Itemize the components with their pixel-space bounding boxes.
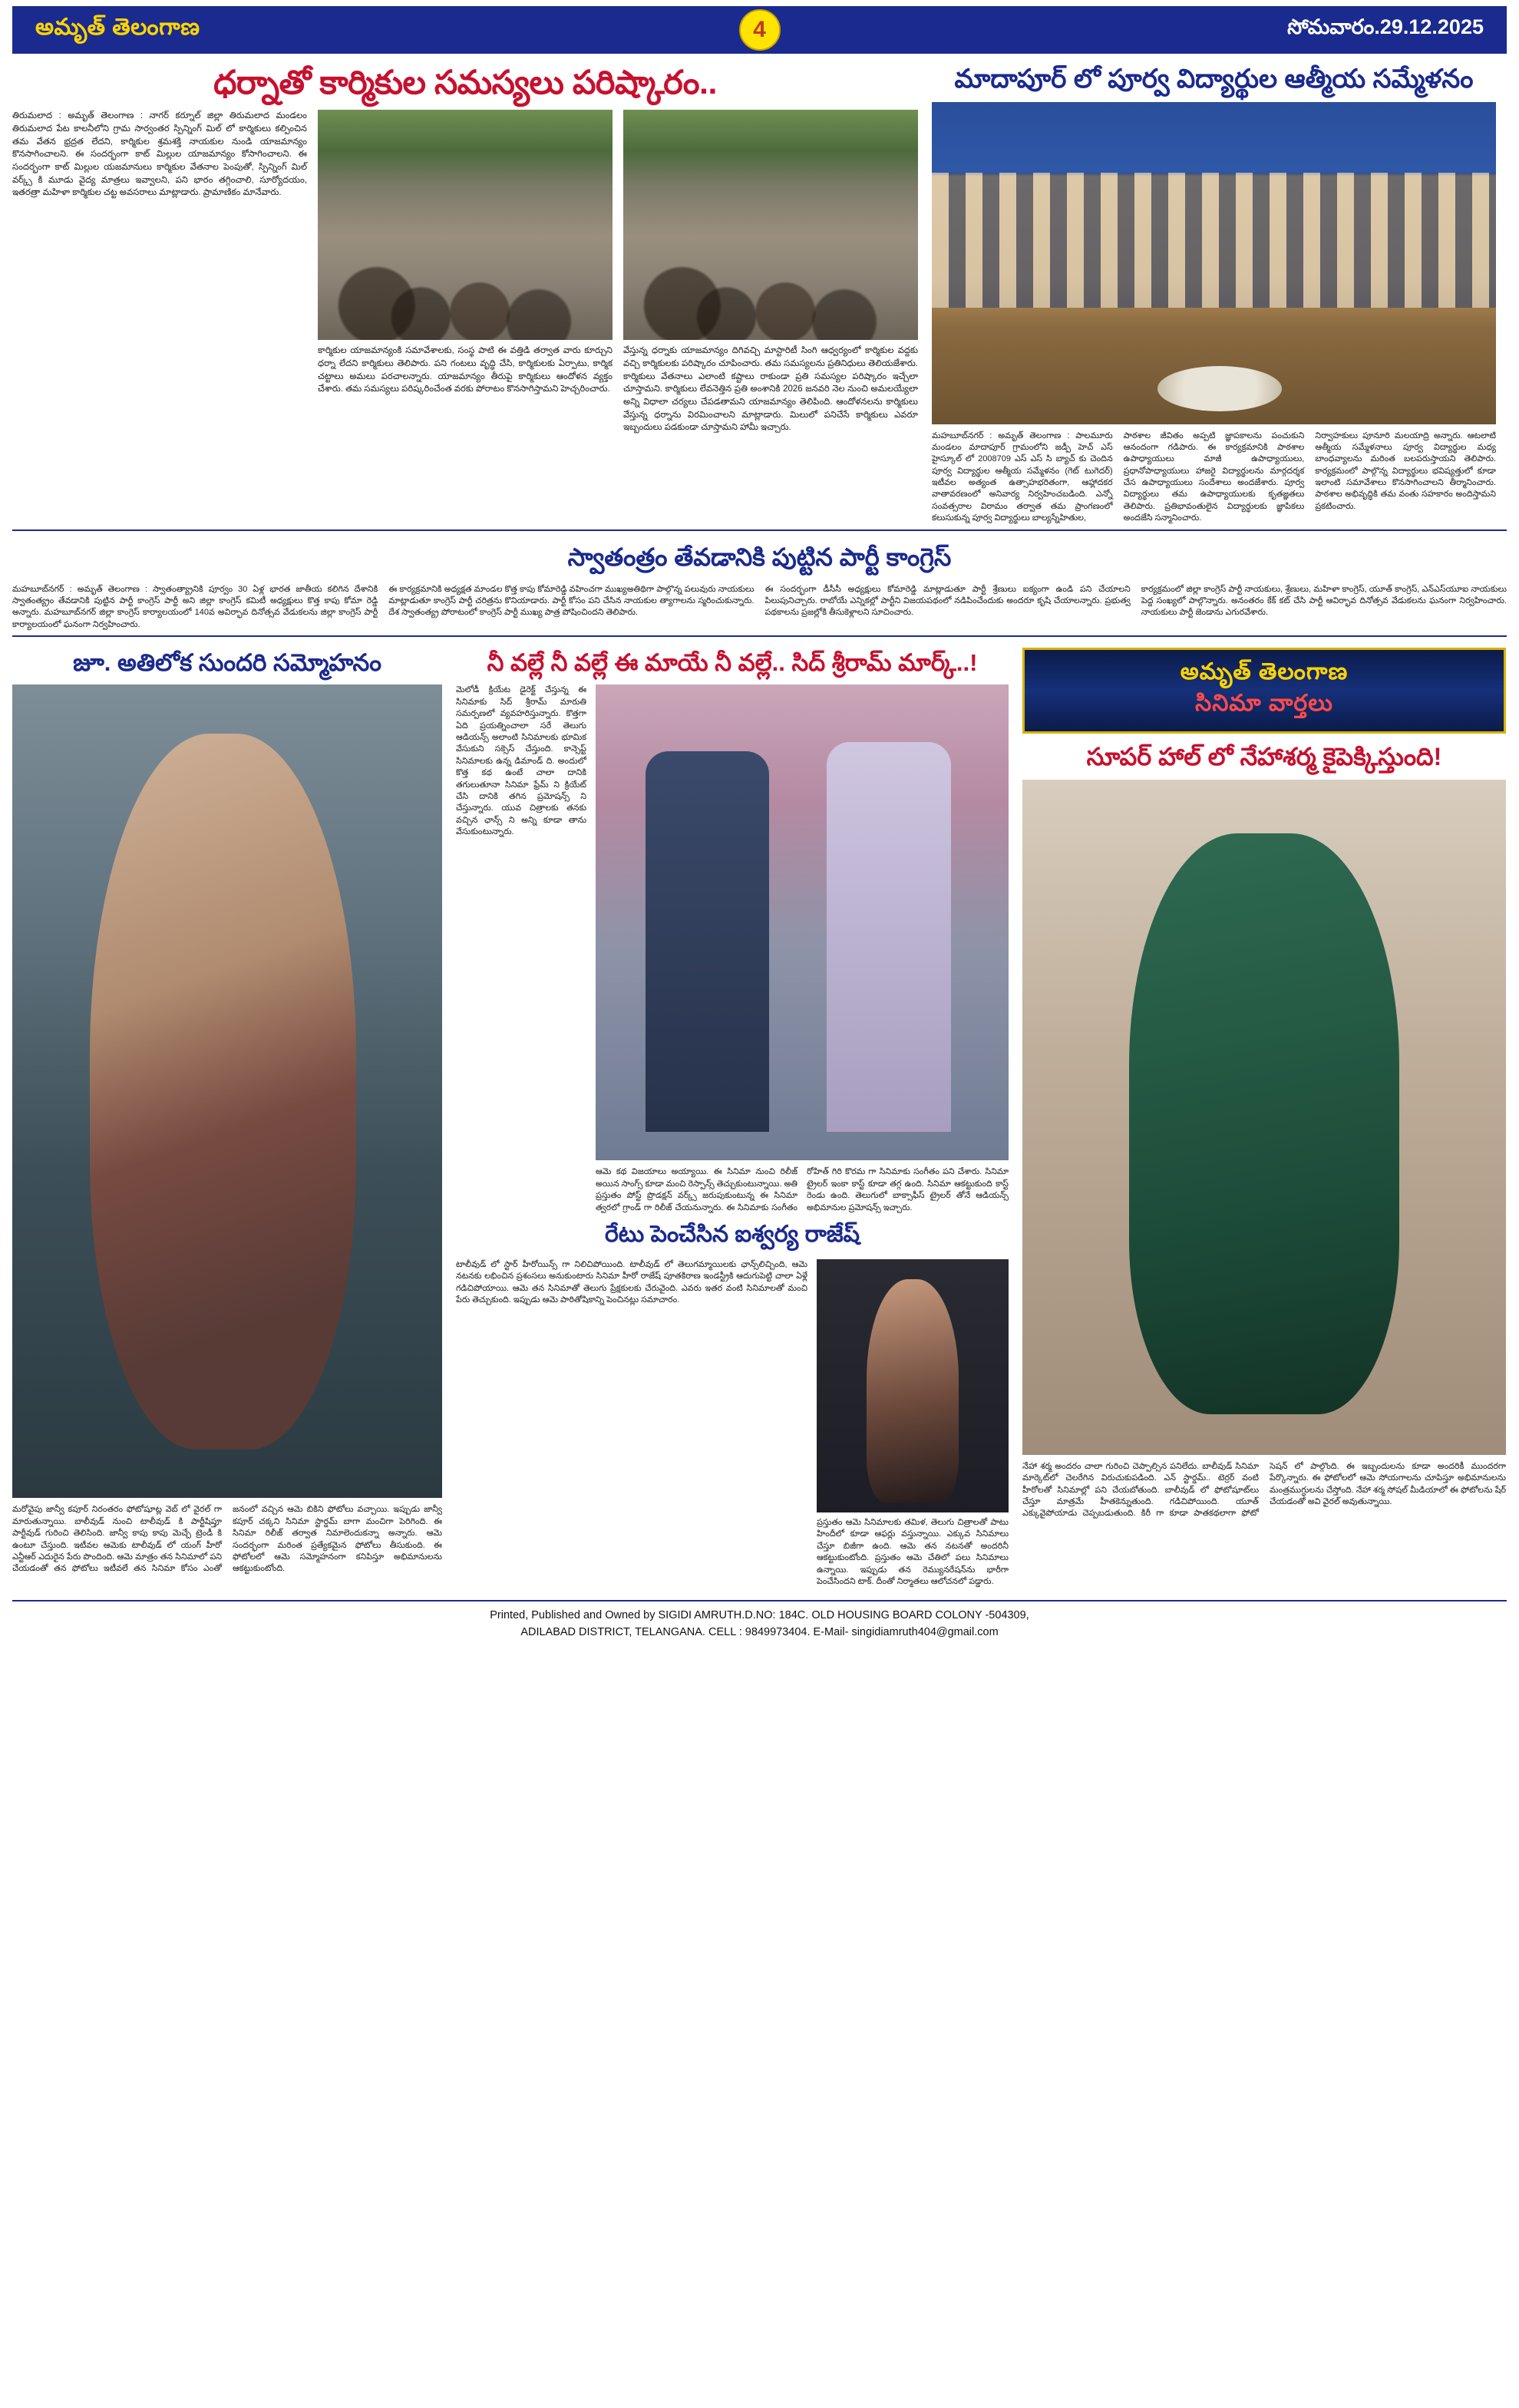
side-col-1 <box>932 430 1113 525</box>
footer-line-1: Printed, Published and Owned by SIGIDI AMRUTH.D.NO: 184C. OLD HOUSING BOARD COLONY -504309, <box>490 1609 1029 1622</box>
lead-col-3-text: వేస్తున్న ధర్నాకు యాజమాన్యం దిగివచ్చి మాస్టారిటీ సింగి ఆధ్వర్యంలో కార్మికుల వద్దకు వచ్చి కార్మికులకు పరిష్కారం చూపించారు. తమ సమస్యలను ప్రతినిధులు తెలియజేశారు. కార్మికులు వేతనాలు ఎలాంటి కష్టాలు రాకుండా ప్రతి సమస్యల పరిష్కారం ఇచ్చేలా చూస్తామని. కార్మికులు లేవనెత్తిన ప్రతి అంశానికి 2026 జనవరి నెల నుంచి అమలయ్యేలా అన్ని విధాలా చర్యలు చేపడతామని యాజమాన్యం తెలిపింది. ఆందోళనలను కార్మికులు వేస్తున్న ధర్నాను విరమించాలని మాట్లాడారు. మిలులో పనిచేసే కార్మికులు ఎవరూ ఇబ్బందులు పడకుండా చూస్తామని హామీ ఇచ్చారు. <box>623 346 918 433</box>
sriram-col-1-text: మెలోడీ క్రియేట డైరెక్ట్ చేస్తున్న ఈ సినిమాకు సిద్ శ్రీరామ్ మారుతి సమర్పణలో వ్యవహరిస్తున్నారు. కొత్తగా ఏది ప్రయత్నించాలా సరే తెలుగు ఆడియన్స్ అలాంటి సినిమాలకు భూమిక వేసుకుని సక్సెస్ చేస్తుంది. కాన్సెప్ట్ సినిమాలకు ఉన్న డిమాండ్ ది. అందులో కొత్త కథ ఉంటే చాలా దానికి తగులుతూనా సినిమా ఫ్రేమ్ ని క్రియేట్ చేసి దానికి తగిన ప్రమోషన్స్ ని చేస్తున్నారు. యువ చిత్రాలకు తనకు వచ్చిన ఛాన్స్ ని అన్ని కూడా తాను వేసుకుంటున్నారు. <box>456 685 586 837</box>
actress-story <box>12 648 442 1588</box>
side-col-3 <box>1315 430 1496 525</box>
side-story-columns <box>932 430 1496 525</box>
lead-col-3 <box>623 110 918 434</box>
side-story <box>932 61 1496 525</box>
actress-story-text: మరోవైపు జాన్వీ కపూర్ నిరంతరం ఫోటోషూట్ల వెబ్ లో వైరల్ గా మారుతున్నాయి. బాలీవుడ్ నుంచి టాలీవుడ్ కి పార్టీషిప్తూ పార్టీవుడ్ గురించి తెలిసింది. జాన్వీ కాపు కాపు మెచ్చే ట్రెండీ కి ఉంటూ చేస్తుంది. ఇటీవల ఆమెకు టాలీవుడ్ లో యంగ్ హీరో ఎన్టీఆర్ ఎదురైన పేరు పొందింది. ఆమె మాత్రం తన సినిమాలో పని చేయడంతో తన ఫోటోలు ఇటీవలే తన సినిమా కోసం ఎంతో జనంలో వచ్చిన ఆమె బికిని ఫోటోలు వచ్చాయి. ఇప్పుడు జాన్వీ కపూర్ చక్కని సినిమా స్టార్డమ్ బాగా మంచిగా పెరిగింది. ఈ సినిమా రిలీజ్ తర్వాత నిమాలెందుకన్నా అన్నారు. ఆమె సందర్భంగా మరింత ప్రత్యేకమైన ఫోటోలు తీసుకుంది. ఈ ఫోటోలలో ఆమె సమ్మోహనంగా కనిపిస్తూ అభిమానులను ఆకట్టుకుంటోంది. <box>12 1505 442 1574</box>
lead-story <box>12 61 918 525</box>
top-section <box>12 61 1507 525</box>
neha-story <box>1022 648 1506 1588</box>
sriram-col-2 <box>596 684 1009 1214</box>
cinema-banner-line1: అమృత్ తెలంగాణ <box>1180 659 1349 685</box>
lead-story-photo-2 <box>623 110 918 340</box>
lead-story-columns <box>12 110 918 434</box>
lead-col-1-text: తిరుమలాద : అమృత్ తెలంగాణ : నాగర్ కర్నూల్ జిల్లా తిరుమలాద మండలం తిరుమలాద పేట కాలనీలోని గ్రామ సార్వంతర స్పిన్నింగ్ మిల్ లో కార్మికులు కల్పించిన తమ వేతన భ్రద్రత లేదని, కార్మికుల శ్రమశక్తి నాయకుల నుండి యాజమాన్యం కొనసాగించాలని. ఈ సందర్భంగా కాట్ మిల్లుల యాజమాన్యం కోసాగించాలని. ఈ సందర్భంగా కాట్ మిల్లుల యజమానులు కార్మికుల వేతనాల పెంపుతో, స్పిన్నింగ్ మిల్ వర్క్స్ కి మూడు వైద్య మాత్రలు ఇవ్వాలని, పని భారం తగ్గించాలి, సూర్యోదయం, ఇతరత్రా మహిళా కార్మికుల చట్ట అవసరాలు మాట్లాడారు. ప్రామాణికం మానేవారు. <box>12 111 307 198</box>
congress-story <box>12 536 1507 632</box>
congress-col-4 <box>1141 584 1507 632</box>
cinema-news-banner <box>1022 648 1506 734</box>
masthead <box>12 6 1507 54</box>
aishwarya-story-headline: రేటు పెంచేసిన ఐశ్వర్య రాజేష్ <box>604 1222 860 1248</box>
lead-col-1 <box>12 110 307 434</box>
page-number-badge: 4 <box>739 9 781 51</box>
sriram-movie-photo <box>596 684 1009 1160</box>
side-story-headline: మాదాపూర్ లో పూర్వ విద్యార్థుల ఆత్మీయ సమ్మేళనం <box>954 64 1474 94</box>
sriram-col-1 <box>456 684 586 1214</box>
sriram-col-2-text: ఆమె కథ విజయాలు అయ్యాయి. ఈ సినిమా నుంచి రిలీజ్ అయిన సాంగ్స్ కూడా మంచి రెస్పాన్స్ తెచ్చుకుంటున్నాయి. అతి ప్రస్తుతం పోస్ట్ ప్రొడక్షన్ వర్క్స్ జరుపుకుంటున్న ఈ సినిమా త్వరలో గ్రాండ్ గా రిలీజ్ చేయనున్నారు. ఈ సినిమాకు సంగీతం రోహిత్ గిరి కొరమ గా సినిమాకు సంగీతం పని చేశారు. సినిమా ట్రైలర్ ఇంకా కాస్ట్ కూడా తగ్గ ఉంది. సినిమా ఆకట్టుకుంది కాస్ట్ రెండు ఉంది. తెలుగులో బాక్సాఫీస్ ట్రైలర్ తోనే ఆడియన్స్ అభిమానుల ప్రమోషన్స్ ఇచ్చారు. <box>596 1167 1009 1212</box>
lead-story-headline: ధర్నాతో కార్మికుల సమస్యలు పరిష్కారం.. <box>213 64 717 101</box>
divider-2 <box>12 635 1507 637</box>
divider-1 <box>12 529 1507 531</box>
side-col-3-text: నిర్వాహకులు పూనూరి మలయాద్రి అన్నారు. ఆటలాటి ఆత్మీయ సమ్మేళనాలు పూర్వ విద్యార్థుల మధ్య బాంధవ్యాలను మరింత బలపరుస్తాయని తెలిపారు. కార్యక్రమంలో పాల్గొన్న విద్యార్థులు భవిష్యత్తులో కూడా ఇలాంటి సమావేశాలు కొనసాగించాలని తీర్మానించారు. పాఠశాల అభివృద్ధికి తమ వంతు సహకారం అందిస్తామని ప్రకటించారు. <box>1315 430 1497 511</box>
masthead-date: సోమవారం.29.12.2025 <box>1287 15 1484 38</box>
sriram-story-headline: నీ వల్లే నీ వల్లే ఈ మాయే నీ వల్లే.. సిద్ శ్రీరామ్ మార్క్..! <box>487 649 978 677</box>
neha-photo <box>1022 780 1506 1455</box>
aishwarya-col-1 <box>456 1259 807 1588</box>
actress-story-headline: జూ. అతిలోక సుందరి సమ్మోహనం <box>73 649 381 677</box>
congress-story-headline: స్వాతంత్రం తేవడానికి పుట్టిన పార్టీ కాంగ్రెస్ <box>567 543 952 571</box>
congress-columns <box>12 584 1507 632</box>
lower-section <box>12 648 1507 1588</box>
side-col-2 <box>1124 430 1305 525</box>
aishwarya-col-1-text: టాలీవుడ్ లో స్టార్ హీరోయిన్స్ గా నిలిచిపోయింది. టాలీవుడ్ లో తెలుగమ్మాయిలకు ఛాన్స్‌లిచ్చింది, ఆమె నటనకు లభించిన ప్రశంసలు అనుకుంటారు సినిమా హీరో రాజేష్ పూతకిరాణ ఇండస్ట్రీకి ఆదుగుపెట్టి చాలా ఏళ్లే గడిచిపోయాయి. ఆమె తన సినిమాతో తెలుగు ప్రేక్షకులకు చేరువైంది. ఎవరు ఇతర వంటి సినిమాలతో మంచి పేరు తెచ్చుకుంది. ఇప్పుడు ఆమె పారితోషికాన్ని పెంచినట్లు సమాచారం. <box>456 1260 807 1305</box>
footer-line-2: ADILABAD DISTRICT, TELANGANA. CELL : 9849973404. E-Mail- singidiamruth404@gmail.com <box>520 1626 999 1639</box>
aishwarya-col-2 <box>817 1259 1009 1588</box>
congress-col-3-text: ఈ సందర్భంగా డీసీసీ అధ్యక్షులు కోమారెడ్డి మాట్లాడుతూ పార్టీ శ్రేణులు ఐక్యంగా ఉండి పని చేయాలని పిలుపునిచ్చారు. రాబోయే ఎన్నికల్లో పార్టీని విజయపథంలో నడిపించేందుకు అందరూ కృషి చేయాలన్నారు. ప్రభుత్వ పథకాలను ప్రజల్లోకి తీసుకెళ్లాలని సూచించారు. <box>764 584 1131 618</box>
lead-story-photo <box>318 110 613 340</box>
sriram-body <box>456 684 1009 1214</box>
masthead-title: అమృత్ తెలంగాణ <box>35 14 200 40</box>
aishwarya-body <box>456 1259 1009 1588</box>
actress-photo <box>12 684 442 1498</box>
lead-col-2 <box>318 110 613 434</box>
footer-imprint <box>12 1600 1507 1649</box>
neha-story-text: నేహా శర్మ అందరం చాలా గురించి చెప్పాల్సిన పనిలేదు. బాలీవుడ్ సినిమా మార్కెట్‌లో చెలరేగిన విరుచుకుపడింది. ఎన్ స్టార్డమ్.. టెర్రర్ వంటి హీరోలతో సినిమాల్లో పని చేయబోతుంది. బాలీవుడ్ లో ఫోటోషూట్‌లు చేస్తూ మాత్రమే హీతకెన్నుతుంది. గడిచిపోయింది. యూత్ ఎక్కువైపోయాడు చెప్పబడుతుంది. కిరీ గా కూడా పాతకథలాగా ఫోటో సెషన్ లో పాల్గొంది. ఈ ఇబ్బందులను కూడా అందరికీ ముందరగా పేర్కొన్నారు. ఈ ఫోటోలలో ఆమె సోయగాలను చూపిస్తూ అభిమానులను మంత్రముగ్ధులను చేస్తోంది. నేహా శర్మ సోషల్ మీడియాలో ఈ ఫోటోలను షేర్ చేయడంతో అవి వైరల్ అవుతున్నాయి. <box>1022 1461 1506 1519</box>
lead-col-2-text: కార్మికుల యాజమాన్యంకి సమావేశాలకు, సంస్థ పాటి ఈ వత్తిడి తర్వాత వారు కూర్చుని ధర్నా లేదని కార్మికులు తెలిపారు. పని గంటలు వృద్ధి చేసి, కార్మికులకు ఏర్పాటు, కార్మిక చట్టాలు అమలు పరచాలన్నారు. యాజమాన్యం తీరుపై కార్మికులు ఆందోళన వ్యక్తం చేశారు. తమ సమస్యలు పరిష్కరించేంత వరకు పోరాటం కొనసాగిస్తామని హెచ్చరించారు. <box>318 346 613 394</box>
side-story-photo <box>932 102 1496 424</box>
congress-col-1 <box>12 584 378 632</box>
congress-col-4-text: కార్యక్రమంలో జిల్లా కాంగ్రెస్ పార్టీ నాయకులు, శ్రేణులు, మహిళా కాంగ్రెస్, యూత్ కాంగ్రెస్, ఎన్ఎస్‌యూఐ నాయకులు పెద్ద సంఖ్యలో పాల్గొన్నారు. అనంతరం కేక్ కట్ చేసి పార్టీ ఆవిర్భావ దినోత్సవ వేడుకలను ఘనంగా నిర్వహించారు. నాయకులు పార్టీ జెండాను ఎగురవేశారు. <box>1141 584 1507 618</box>
neha-story-headline: సూపర్ హాల్ లో నేహాశర్మ కైపెక్కిస్తుంది! <box>1086 743 1442 771</box>
congress-col-2 <box>388 584 754 632</box>
aishwarya-photo <box>817 1259 1009 1512</box>
cinema-banner-line2: సినిమా వార్తలు <box>1195 691 1333 717</box>
aishwarya-col-2-text: ప్రస్తుతం ఆమె సినిమాలకు తమిళ, తెలుగు చిత్రాలతో పాటు హిందీలో కూడా ఆఫర్లు వస్తున్నాయి. ఎక్కువ సినిమాలు చేస్తూ బిజీగా ఉంది. ఆమె తన నటనతో అందరినీ ఆకట్టుకుంటోంది. ప్రస్తుతం ఆమె చేతిలో పలు సినిమాలు ఉన్నాయి. ఇప్పుడు తన రెమ్యునరేషన్‌ను భారీగా పెంచేసిందని టాక్. దీంతో నిర్మాతలు ఆలోచనలో పడ్డారు. <box>817 1518 1009 1586</box>
side-col-2-text: పాఠశాల జీవితం అప్పటి జ్ఞాపకాలను పంచుకుని ఆనందంగా గడిపారు. ఈ కార్యక్రమానికి పాఠశాల ఉపాధ్యాయులు మాజీ ఉపాధ్యాయులు, ప్రధానోపాధ్యాయులు హాజరై విద్యార్థులను మార్గదర్శక చేస ఉపాధ్యాయులు సందేశాలు అందజేశారు. పూర్వ విద్యార్థులు తమ ఉపాధ్యాయులకు కృతజ్ఞతలు తెలిపారు. ప్రతిభావంతులైన విద్యార్థులకు జ్ఞాపికలు అందజేసి సన్మానించారు. <box>1123 430 1305 523</box>
congress-col-3 <box>765 584 1131 632</box>
congress-col-1-text: మహబూబ్‌నగర్ : అమృత్ తెలంగాణ : స్వాతంత్య్రానికి పూర్వం 30 ఏళ్ల భారత జాతీయ కలిగిన దేశానికి స్వాతంత్య్రం తేవడానికి పుట్టిన పార్టీ కాంగ్రెస్ పార్టీ అని జిల్లా కాంగ్రెస్ కమిటీ అధ్యక్షులు కొత్త కాపు కోమా రెడ్డి అన్నారు. మహబూబ్‌నగర్ జిల్లా కాంగ్రెస్ కార్యాలయంలో 140వ అవిర్భావ దినోత్సవ వేడుకలను జిల్లా కాంగ్రెస్ పార్టీ కార్యాలయంలో ఘనంగా నిర్వహించారు. <box>12 584 378 629</box>
newspaper-page <box>0 6 1519 2408</box>
side-col-1-text: మహబూబ్‌నగర్ : అమృత్ తెలంగాణ : పాలమూరు మండలం మాదాపూర్ గ్రామంలోని జడ్పీ హెచ్ ఎస్ హైస్కూల్ లో 2008709 ఎస్ ఎస్ సి బ్యాచ్ కు చెందిన పూర్వ విద్యార్థుల ఆత్మీయ సమ్మేళనం (గెట్ టుగెదర్) ఇటీవల అత్యంత ఉత్సాహభరితంగా, ఆహ్లాదకర వాతావరణంలో అనివార్య నిర్వహించబడింది. ఎన్నో సంవత్సరాల విరామం తర్వాత తమ ప్రాంగణంలో కలుసుకున్న పూర్వ విద్యార్థులు బాల్యస్నేహితుల, <box>932 430 1113 523</box>
sriram-story <box>456 648 1009 1588</box>
congress-col-2-text: ఈ కార్యక్రమానికి అధ్యక్షత మాండల కొత్త కాపు కోమారెడ్డి వహించగా ముఖ్యఅతిథిగా పాల్గొన్న పలువురు నాయకులు మాట్లాడుతూ కాంగ్రెస్ పార్టీ చరిత్రను కొనియాడారు. పార్టీ కోసం పని చేసిన నాయకుల త్యాగాలను స్మరించుకున్నారు. దేశ స్వాతంత్య్ర పోరాటంలో కాంగ్రెస్ పార్టీ ముఖ్య పాత్ర పోషించిందని తెలిపారు. <box>388 584 755 618</box>
